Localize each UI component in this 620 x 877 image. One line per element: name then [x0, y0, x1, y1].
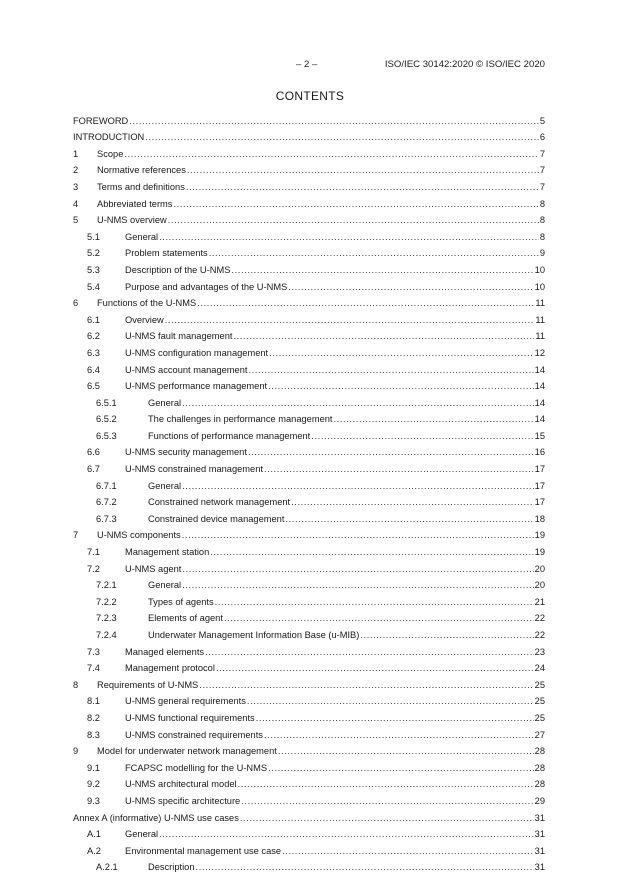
toc-entry-label: General	[148, 480, 182, 491]
toc-leader-dots	[182, 396, 534, 411]
toc-leader-dots	[224, 611, 534, 626]
toc-entry-number: 6.7	[87, 464, 100, 475]
toc-entry-page: 20	[534, 580, 545, 591]
toc-entry[interactable]	[73, 626, 545, 643]
toc-entry-page: 10	[534, 281, 545, 292]
toc-entry-label: U-NMS constrained management	[125, 464, 263, 475]
toc-leader-dots	[360, 628, 533, 643]
toc-entry-page: 19	[534, 530, 545, 541]
toc-entry-page: 14	[534, 414, 545, 425]
toc-entry-page: 14	[534, 364, 545, 375]
toc-entry-page: 31	[534, 829, 545, 840]
toc-leader-dots	[291, 495, 534, 510]
toc-entry[interactable]	[73, 660, 545, 677]
toc-entry-label: Terms and definitions	[97, 181, 185, 192]
toc-entry[interactable]	[73, 510, 545, 527]
table-of-contents	[73, 112, 545, 875]
toc-entry-number: 8	[73, 679, 79, 690]
toc-entry-page: 14	[534, 397, 545, 408]
toc-entry-label: U-NMS architectural model	[125, 779, 237, 790]
toc-entry-label: Environmental management use case	[125, 845, 282, 856]
toc-entry-page: 10	[534, 264, 545, 275]
toc-entry-label: U-NMS security management	[125, 447, 247, 458]
toc-entry-label: Requirements of U-NMS	[97, 679, 199, 690]
toc-entry-label: Problem statements	[125, 248, 208, 259]
toc-entry-label: U-NMS general requirements	[125, 696, 246, 707]
toc-entry-label: U-NMS agent	[125, 563, 182, 574]
toc-entry-number: 9.2	[87, 779, 100, 790]
toc-leader-dots	[215, 595, 534, 610]
toc-entry[interactable]	[73, 212, 545, 229]
toc-leader-dots	[233, 329, 534, 344]
toc-entry-number: 6.1	[87, 314, 100, 325]
toc-entry-label: U-NMS configuration management	[125, 347, 269, 358]
toc-entry-number: 7.2.2	[96, 596, 117, 607]
toc-entry-number: 6.7.2	[96, 497, 117, 508]
toc-leader-dots	[240, 811, 534, 826]
toc-entry-number: 9.3	[87, 795, 100, 806]
toc-entry-number: 7.3	[87, 646, 100, 657]
toc-leader-dots	[187, 163, 539, 178]
toc-entry-label: U-NMS fault management	[125, 331, 233, 342]
toc-entry[interactable]	[73, 859, 545, 876]
toc-entry[interactable]	[73, 378, 545, 395]
toc-entry-page: 31	[534, 812, 545, 823]
toc-entry[interactable]	[73, 593, 545, 610]
toc-entry-number: 6	[73, 298, 79, 309]
toc-entry-label: Constrained device management	[148, 513, 285, 524]
toc-entry[interactable]	[73, 643, 545, 660]
toc-entry-label: U-NMS functional requirements	[125, 712, 255, 723]
toc-leader-dots	[247, 694, 534, 709]
toc-entry[interactable]	[73, 394, 545, 411]
toc-entry-page: 11	[535, 314, 545, 325]
toc-leader-dots	[209, 246, 539, 261]
toc-entry-number: A.2.1	[96, 862, 118, 873]
toc-entry[interactable]	[73, 361, 545, 378]
toc-entry-label: Description of the U-NMS	[125, 264, 231, 275]
toc-entry-number: 7.2.1	[96, 580, 117, 591]
page-number: – 2 –	[296, 59, 318, 70]
toc-entry-label: Functions of performance management	[148, 430, 311, 441]
toc-entry-page: 7	[539, 148, 545, 159]
toc-entry-page: 17	[534, 497, 545, 508]
toc-entry-page: 23	[534, 646, 545, 657]
toc-entry-page: 11	[535, 331, 545, 342]
toc-entry-number: 7	[73, 530, 79, 541]
toc-entry-number: 5.3	[87, 264, 100, 275]
toc-entry-number: 7.1	[87, 547, 100, 558]
toc-entry-number: 5	[73, 215, 79, 226]
toc-entry-page: 18	[534, 513, 545, 524]
toc-entry-number: 6.6	[87, 447, 100, 458]
toc-entry[interactable]	[73, 162, 545, 179]
toc-leader-dots	[231, 263, 533, 278]
toc-entry[interactable]	[73, 112, 545, 129]
toc-leader-dots	[145, 130, 539, 145]
toc-entry-label: General	[148, 397, 182, 408]
toc-entry-number: 8.3	[87, 729, 100, 740]
toc-entry-number: 6.7.3	[96, 513, 117, 524]
toc-entry-number: 2	[73, 165, 79, 176]
toc-entry-page: 28	[534, 746, 545, 757]
toc-leader-dots	[248, 445, 534, 460]
toc-leader-dots	[334, 412, 534, 427]
toc-entry-number: 1	[73, 148, 79, 159]
toc-entry-label: General	[148, 580, 182, 591]
toc-entry-number: A.2	[87, 845, 101, 856]
toc-entry-label: Management station	[125, 547, 210, 558]
toc-entry-number: 5.1	[87, 231, 100, 242]
toc-entry-number: 5.2	[87, 248, 100, 259]
toc-entry-number: 4	[73, 198, 79, 209]
toc-entry-page: 24	[534, 663, 545, 674]
toc-entry-label: Description	[148, 862, 195, 873]
toc-entry[interactable]	[73, 826, 545, 843]
toc-leader-dots	[159, 230, 539, 245]
toc-entry-label: The challenges in performance management	[148, 414, 333, 425]
toc-leader-dots	[256, 711, 534, 726]
toc-entry-page: 12	[534, 347, 545, 358]
toc-entry-page: 25	[534, 712, 545, 723]
toc-entry-number: 9.1	[87, 762, 100, 773]
toc-entry-page: 8	[539, 215, 545, 226]
toc-leader-dots	[268, 761, 534, 776]
toc-entry-page: 9	[539, 248, 545, 259]
toc-leader-dots	[285, 512, 533, 527]
toc-leader-dots	[216, 661, 534, 676]
toc-entry-label: General	[125, 829, 159, 840]
toc-entry-page: 17	[534, 464, 545, 475]
toc-entry-page: 31	[534, 862, 545, 873]
toc-entry-number: 6.4	[87, 364, 100, 375]
toc-entry[interactable]	[73, 494, 545, 511]
toc-entry-page: 21	[534, 596, 545, 607]
toc-leader-dots	[197, 296, 534, 311]
toc-entry-label: U-NMS constrained requirements	[125, 729, 263, 740]
toc-entry-number: 8.2	[87, 712, 100, 723]
toc-leader-dots	[182, 578, 534, 593]
toc-entry-label: INTRODUCTION	[73, 132, 145, 143]
toc-entry-page: 31	[534, 845, 545, 856]
toc-entry[interactable]	[73, 776, 545, 793]
toc-entry[interactable]	[73, 411, 545, 428]
toc-leader-dots	[241, 794, 533, 809]
toc-entry-label: Constrained network management	[148, 497, 291, 508]
toc-entry[interactable]	[73, 427, 545, 444]
toc-entry-number: 6.5	[87, 381, 100, 392]
toc-entry[interactable]	[73, 527, 545, 544]
toc-entry[interactable]	[73, 759, 545, 776]
toc-entry-page: 27	[534, 729, 545, 740]
toc-entry[interactable]	[73, 792, 545, 809]
toc-entry-number: 6.5.3	[96, 430, 117, 441]
toc-leader-dots	[288, 280, 533, 295]
toc-leader-dots	[264, 728, 534, 743]
toc-entry[interactable]	[73, 444, 545, 461]
toc-entry[interactable]	[73, 577, 545, 594]
toc-entry-label: Overview	[125, 314, 164, 325]
toc-leader-dots	[159, 827, 534, 842]
toc-entry-page: 22	[534, 613, 545, 624]
toc-entry-page: 7	[539, 165, 545, 176]
toc-entry-page: 28	[534, 779, 545, 790]
toc-entry-label: Annex A (informative) U-NMS use cases	[73, 812, 239, 823]
toc-leader-dots	[165, 313, 535, 328]
toc-entry-label: Scope	[97, 148, 124, 159]
toc-entry[interactable]	[73, 842, 545, 859]
toc-entry[interactable]	[73, 610, 545, 627]
toc-entry[interactable]	[73, 145, 545, 162]
toc-entry[interactable]	[73, 178, 545, 195]
page-title: CONTENTS	[275, 89, 345, 103]
toc-leader-dots	[182, 479, 534, 494]
toc-entry-label: Elements of agent	[148, 613, 223, 624]
toc-leader-dots	[269, 346, 534, 361]
toc-entry[interactable]	[73, 228, 545, 245]
toc-entry-page: 8	[539, 198, 545, 209]
toc-entry[interactable]	[73, 245, 545, 262]
toc-entry[interactable]	[73, 693, 545, 710]
toc-entry-number: 6.7.1	[96, 480, 117, 491]
toc-entry-page: 25	[534, 679, 545, 690]
toc-entry-number: 3	[73, 181, 79, 192]
toc-entry-page: 29	[534, 795, 545, 806]
toc-leader-dots	[278, 744, 534, 759]
toc-leader-dots	[182, 528, 534, 543]
toc-leader-dots	[196, 860, 534, 875]
toc-entry-label: General	[125, 231, 159, 242]
toc-leader-dots	[186, 180, 539, 195]
toc-entry-number: A.1	[87, 829, 101, 840]
toc-entry-number: 9	[73, 746, 79, 757]
toc-entry[interactable]	[73, 743, 545, 760]
toc-entry-page: 15	[534, 430, 545, 441]
toc-leader-dots	[124, 147, 538, 162]
toc-leader-dots	[182, 562, 533, 577]
toc-entry-page: 19	[534, 547, 545, 558]
toc-entry-number: 6.3	[87, 347, 100, 358]
toc-entry-label: U-NMS overview	[97, 215, 167, 226]
toc-entry-label: U-NMS performance management	[125, 381, 268, 392]
toc-leader-dots	[129, 114, 539, 129]
toc-entry-number: 5.4	[87, 281, 100, 292]
toc-leader-dots	[168, 213, 539, 228]
toc-entry[interactable]	[73, 278, 545, 295]
toc-entry[interactable]	[73, 477, 545, 494]
toc-entry[interactable]	[73, 295, 545, 312]
toc-entry-page: 14	[534, 381, 545, 392]
toc-entry[interactable]	[73, 261, 545, 278]
toc-entry-number: 7.2	[87, 563, 100, 574]
toc-entry-number: 7.2.3	[96, 613, 117, 624]
toc-entry-label: Managed elements	[125, 646, 205, 657]
toc-entry-label: U-NMS specific architecture	[125, 795, 241, 806]
toc-leader-dots	[248, 363, 533, 378]
toc-entry-label: Underwater Management Information Base (u-MIB)	[148, 630, 360, 640]
toc-entry-label: Abbreviated terms	[97, 198, 173, 209]
toc-leader-dots	[173, 197, 538, 212]
toc-leader-dots	[199, 678, 533, 693]
toc-entry-number: 8.1	[87, 696, 100, 707]
toc-entry-page: 8	[539, 231, 545, 242]
toc-entry-page: 16	[534, 447, 545, 458]
toc-entry-label: Functions of the U-NMS	[97, 298, 197, 309]
toc-entry-page: 28	[534, 762, 545, 773]
toc-entry-page: 25	[534, 696, 545, 707]
toc-entry-page: 6	[539, 132, 545, 143]
standard-reference: ISO/IEC 30142:2020 © ISO/IEC 2020	[384, 59, 545, 70]
toc-entry[interactable]	[73, 311, 545, 328]
toc-entry[interactable]	[73, 809, 545, 826]
toc-entry-label: FCAPSC modelling for the U-NMS	[125, 762, 268, 773]
toc-entry[interactable]	[73, 460, 545, 477]
toc-entry-number: 6.2	[87, 331, 100, 342]
toc-entry-label: Management protocol	[125, 663, 215, 674]
page-header	[0, 59, 545, 73]
toc-leader-dots	[311, 429, 533, 444]
toc-entry[interactable]	[73, 195, 545, 212]
toc-entry-number: 6.5.2	[96, 414, 117, 425]
toc-entry[interactable]	[73, 328, 545, 345]
toc-entry-label: FOREWORD	[73, 115, 129, 126]
toc-entry-number: 6.5.1	[96, 397, 117, 408]
toc-leader-dots	[282, 844, 534, 859]
toc-leader-dots	[268, 379, 534, 394]
toc-entry-label: U-NMS account management	[125, 364, 248, 375]
toc-entry-page: 20	[534, 563, 545, 574]
toc-leader-dots	[238, 777, 534, 792]
toc-entry-page: 7	[539, 181, 545, 192]
toc-entry-label: U-NMS components	[97, 530, 181, 541]
toc-entry-page: 22	[534, 630, 545, 640]
toc-entry[interactable]	[73, 726, 545, 743]
toc-leader-dots	[205, 645, 534, 660]
toc-entry-label: Types of agents	[148, 596, 214, 607]
toc-entry-page: 11	[535, 298, 545, 309]
toc-entry-label: Normative references	[97, 165, 186, 176]
toc-entry[interactable]	[73, 560, 545, 577]
toc-entry[interactable]	[73, 676, 545, 693]
toc-leader-dots	[210, 545, 533, 560]
toc-entry-number: 7.4	[87, 663, 100, 674]
toc-entry[interactable]	[73, 709, 545, 726]
toc-entry[interactable]	[73, 129, 545, 146]
toc-entry-label: Model for underwater network management	[97, 746, 277, 757]
toc-entry-label: Purpose and advantages of the U-NMS	[125, 281, 288, 292]
toc-leader-dots	[264, 462, 534, 477]
toc-entry-page: 5	[539, 115, 545, 126]
toc-entry[interactable]	[73, 344, 545, 361]
toc-entry-page: 17	[534, 480, 545, 491]
toc-entry[interactable]	[73, 543, 545, 560]
toc-entry-number: 7.2.4	[96, 630, 117, 640]
